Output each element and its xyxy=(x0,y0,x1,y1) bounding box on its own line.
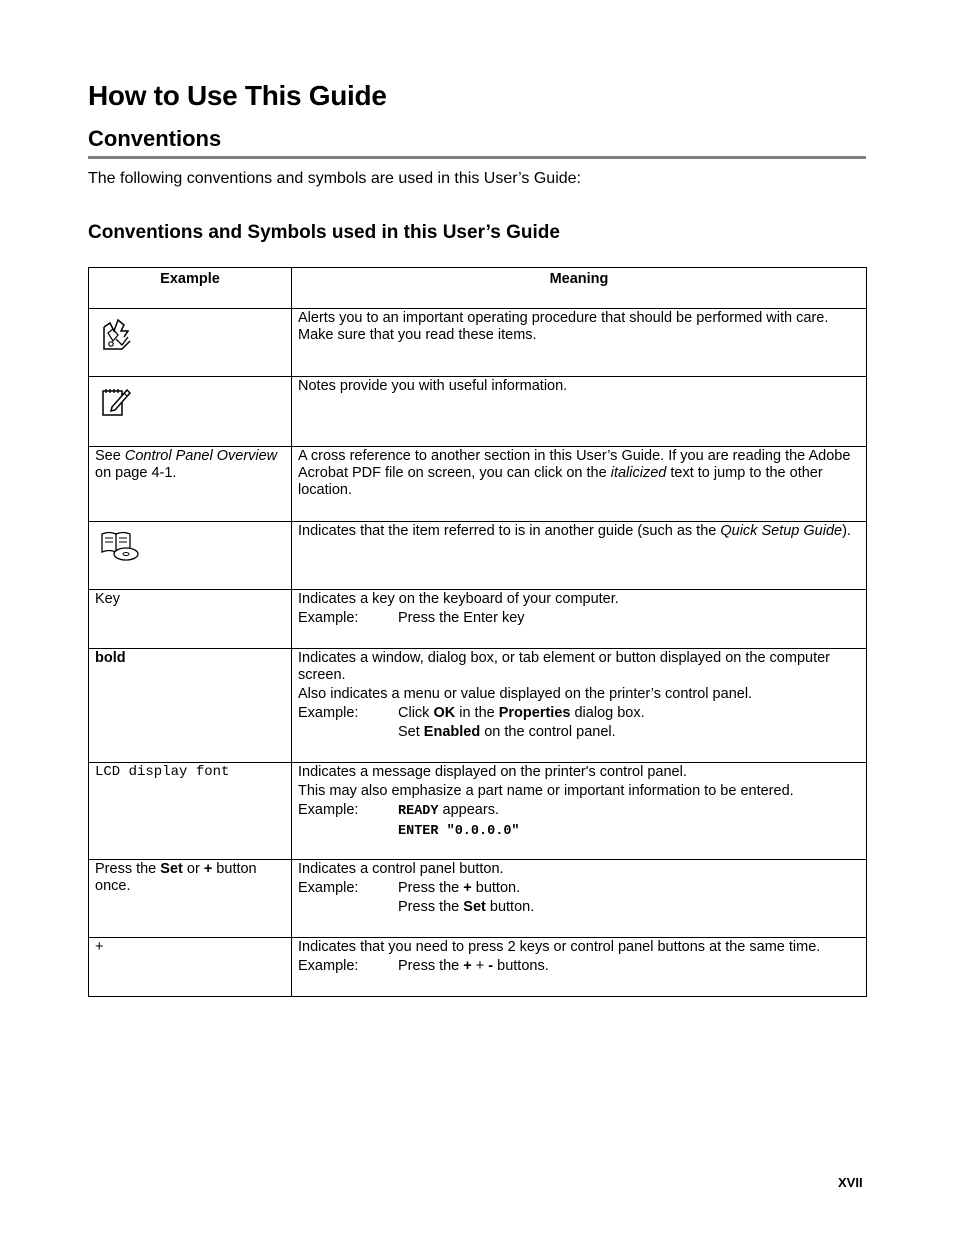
header-meaning: Meaning xyxy=(292,268,867,309)
quick-setup-guide-ref: Quick Setup Guide xyxy=(720,523,843,539)
example-line: Example: READY appears. xyxy=(298,802,499,819)
example-cell xyxy=(89,377,292,447)
example-text: + xyxy=(95,939,104,955)
meaning-cell xyxy=(292,447,867,522)
example-text: bold xyxy=(95,650,126,666)
meaning-text: Indicates that the item referred to is in another guide (such as the Quick Setup Guide). xyxy=(298,523,851,539)
example-text: Press the Set or + button once. xyxy=(95,861,257,894)
table-row-press xyxy=(89,860,867,938)
page-number: XVII xyxy=(838,1175,863,1190)
table-row-note xyxy=(89,377,867,447)
meaning-cell xyxy=(292,860,867,938)
example-cell xyxy=(89,447,292,522)
section-title: Conventions xyxy=(88,126,222,151)
meaning-cell xyxy=(292,938,867,997)
example-line: Example: Press the + + - buttons. xyxy=(298,958,549,974)
warning-icon xyxy=(100,317,132,351)
example-line: Example: Click OK in the Properties dialog box. xyxy=(298,705,645,721)
meaning-text: Indicates a control panel button. Example: Press the + button. Press the Set button. xyxy=(292,860,866,916)
example-cell xyxy=(89,860,292,938)
note-icon xyxy=(100,385,132,417)
book-cd-icon xyxy=(100,530,140,562)
meaning-cell xyxy=(292,522,867,590)
meaning-text: Notes provide you with useful information. xyxy=(298,378,568,394)
example-cell xyxy=(89,649,292,763)
table-row-crossref xyxy=(89,447,867,522)
example-cell xyxy=(89,522,292,590)
example-cell xyxy=(89,590,292,649)
table-row-otherguide xyxy=(89,522,867,590)
example-line: Example: Press the Enter key xyxy=(298,610,525,626)
example-line: Set Enabled on the control panel. xyxy=(398,724,616,740)
header-example: Example xyxy=(89,268,292,309)
example-text: See Control Panel Overview on page 4-1. xyxy=(95,448,278,481)
example-cell xyxy=(89,309,292,377)
crossref-link[interactable]: Control Panel Overview xyxy=(124,448,278,464)
example-text: Key xyxy=(95,591,120,607)
example-text: LCD display font xyxy=(95,764,230,780)
example-line: ENTER "0.0.0.0" xyxy=(398,824,520,839)
meaning-text: Indicates a key on the keyboard of your computer. Example: Press the Enter key xyxy=(292,590,866,627)
subsection-title: Conventions and Symbols used in this User’s Guide xyxy=(88,222,560,243)
table-row-key xyxy=(89,590,867,649)
meaning-cell xyxy=(292,649,867,763)
example-line: Press the Set button. xyxy=(398,899,535,915)
meaning-text: Alerts you to an important operating procedure that should be performed with care. Make sure that you read these items. xyxy=(298,310,829,343)
meaning-text: Indicates a message displayed on the printer's control panel. This may also emphasize a part name or important information to be entered. Example: READY appears. ENTER "0.0.0.0" xyxy=(292,763,866,840)
meaning-text: A cross reference to another section in this User’s Guide. If you are reading the Adobe Acrobat PDF file on screen, you can click on the italicized text to jump to the other location. xyxy=(298,448,851,498)
meaning-cell xyxy=(292,309,867,377)
table-row-lcd xyxy=(89,763,867,860)
table-header-row xyxy=(89,268,867,309)
table-row-bold xyxy=(89,649,867,763)
meaning-text: Indicates a window, dialog box, or tab element or button displayed on the computer screen. Also indicates a menu or value displayed on the printer’s control panel. Example: Click OK in the Properties dialog box. Set Enabled on the control panel. xyxy=(292,649,866,741)
example-cell xyxy=(89,938,292,997)
intro-text: The following conventions and symbols are used in this User’s Guide: xyxy=(88,170,581,187)
example-cell xyxy=(89,763,292,860)
meaning-cell xyxy=(292,590,867,649)
meaning-cell xyxy=(292,377,867,447)
meaning-cell xyxy=(292,763,867,860)
conventions-table xyxy=(88,267,867,997)
table-row-plus xyxy=(89,938,867,997)
example-line: Example: Press the + button. xyxy=(298,880,521,896)
page-title: How to Use This Guide xyxy=(88,80,387,111)
table-row-warning xyxy=(89,309,867,377)
section-rule xyxy=(88,156,866,159)
meaning-text: Indicates that you need to press 2 keys or control panel buttons at the same time. Example: Press the + + - buttons. xyxy=(292,938,866,975)
